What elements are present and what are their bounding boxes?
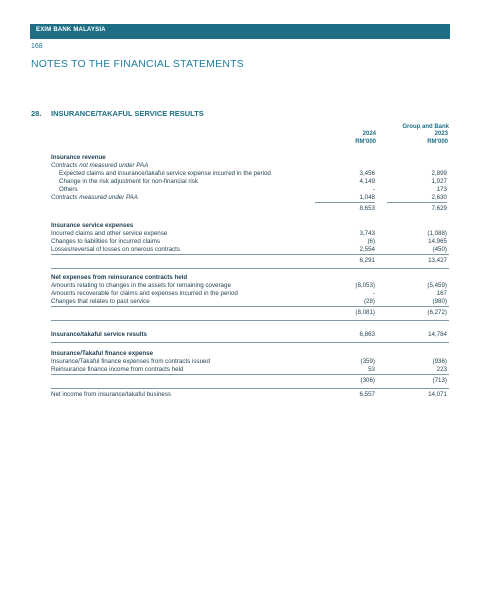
table-row — [51, 350, 449, 358]
column-year-2024: 2024 — [362, 131, 376, 137]
row-label: Expected claims and insurance/takaful service expense incurred in the period — [59, 170, 271, 177]
row-label: Others — [59, 186, 78, 193]
brand-name: EXIM BANK MALAYSIA — [36, 27, 106, 33]
table-row — [51, 170, 449, 178]
value-2023: 173 — [436, 186, 447, 193]
table-row — [51, 282, 449, 290]
value-2024: (28) — [363, 298, 375, 305]
table-row — [51, 194, 449, 202]
value-2023: 1,927 — [431, 178, 447, 185]
column-unit-2023: RM'000 — [427, 139, 448, 145]
row-label: Change in the risk adjustment for non-financial risk — [59, 178, 198, 185]
row-label: Contracts measured under PAA — [51, 194, 138, 201]
value-2023: 7,629 — [431, 205, 447, 212]
row-label: Incurred claims and other service expense — [51, 230, 168, 237]
subtotal-row — [51, 374, 449, 388]
column-group-header: Group and Bank — [402, 124, 449, 130]
section-title: NOTES TO THE FINANCIAL STATEMENTS — [31, 58, 244, 70]
value-2024: 6,557 — [359, 391, 375, 398]
row-label: Insurance service expenses — [51, 222, 134, 229]
row-label: Changes to liabilities for incurred claims — [51, 238, 161, 245]
section-rule — [51, 320, 449, 321]
results-row — [51, 328, 449, 342]
row-label: Net income from insurance/takaful business — [51, 391, 172, 398]
header-bar — [30, 24, 450, 39]
value-2023: 14,965 — [428, 238, 447, 245]
note-number: 28. — [31, 109, 42, 118]
value-2023: 167 — [436, 290, 447, 297]
results-table — [51, 154, 449, 402]
section-rule — [51, 342, 449, 343]
value-2023: (1,088) — [427, 230, 447, 237]
table-row — [51, 222, 449, 230]
value-2024: 3,743 — [359, 230, 375, 237]
table-row — [51, 290, 449, 298]
value-2024: (306) — [360, 377, 375, 384]
table-row — [51, 238, 449, 246]
value-2024: - — [372, 290, 375, 297]
value-2023: (6,272) — [427, 309, 447, 316]
note-heading — [31, 109, 204, 118]
net-income-row — [51, 388, 449, 402]
value-2024: (359) — [360, 358, 375, 365]
column-unit-2024: RM'000 — [355, 139, 376, 145]
table-row — [51, 274, 449, 282]
value-2023: 2,630 — [431, 194, 447, 201]
subtotal-row — [51, 254, 449, 268]
value-2024: 4,149 — [359, 178, 375, 185]
row-label: Insurance/Takaful finance expenses from contracts issued — [51, 358, 210, 365]
table-row — [51, 358, 449, 366]
value-2023: (936) — [432, 358, 447, 365]
table-row — [51, 186, 449, 194]
value-2024: 53 — [368, 366, 375, 373]
row-label: Insurance/takaful service results — [51, 331, 147, 338]
row-label: Insurance revenue — [51, 154, 106, 161]
table-row — [51, 154, 449, 162]
value-2024: (8,081) — [355, 309, 375, 316]
value-2024: 1,048 — [359, 194, 375, 201]
row-label: Contracts not measured under PAA — [51, 162, 149, 169]
value-2023: 223 — [436, 366, 447, 373]
row-label: Amounts recoverable for claims and expenses incurred in the period — [51, 290, 238, 297]
value-2024: 6,863 — [359, 331, 375, 338]
value-2023: (5,459) — [427, 282, 447, 289]
row-label: Net expenses from reinsurance contracts held — [51, 274, 188, 281]
note-title: INSURANCE/TAKAFUL SERVICE RESULTS — [51, 109, 204, 118]
page-number: 168 — [31, 43, 43, 50]
table-row — [51, 366, 449, 374]
value-2024: - — [372, 186, 375, 193]
value-2024: (8,053) — [355, 282, 375, 289]
value-2023: (980) — [432, 298, 447, 305]
section-rule — [51, 268, 449, 269]
value-2024: 3,456 — [359, 170, 375, 177]
row-label: Changes that relates to past service — [51, 298, 150, 305]
value-2023: (713) — [432, 377, 447, 384]
value-2023: 2,899 — [431, 170, 447, 177]
row-label: Amounts relating to changes in the assets for remaining coverage — [51, 282, 231, 289]
subtotal-row — [51, 306, 449, 320]
value-2023: 13,427 — [428, 257, 447, 264]
value-2023: (450) — [432, 246, 447, 253]
row-label: Reinsurance finance income from contracts held — [51, 366, 184, 373]
table-row — [51, 298, 449, 306]
value-2024: (6) — [367, 238, 375, 245]
value-2024: 2,554 — [359, 246, 375, 253]
column-year-2023: 2023 — [434, 131, 448, 137]
table-row — [51, 178, 449, 186]
value-2023: 14,784 — [428, 331, 447, 338]
value-2024: 8,653 — [359, 205, 375, 212]
row-label: Insurance/Takaful finance expense — [51, 350, 154, 357]
table-row — [51, 162, 449, 170]
value-2024: 6,291 — [359, 257, 375, 264]
table-row — [51, 246, 449, 254]
table-row — [51, 230, 449, 238]
row-label: Losses/reversal of losses on onerous contracts — [51, 246, 180, 253]
subtotal-row — [51, 202, 449, 216]
value-2023: 14,071 — [428, 391, 447, 398]
